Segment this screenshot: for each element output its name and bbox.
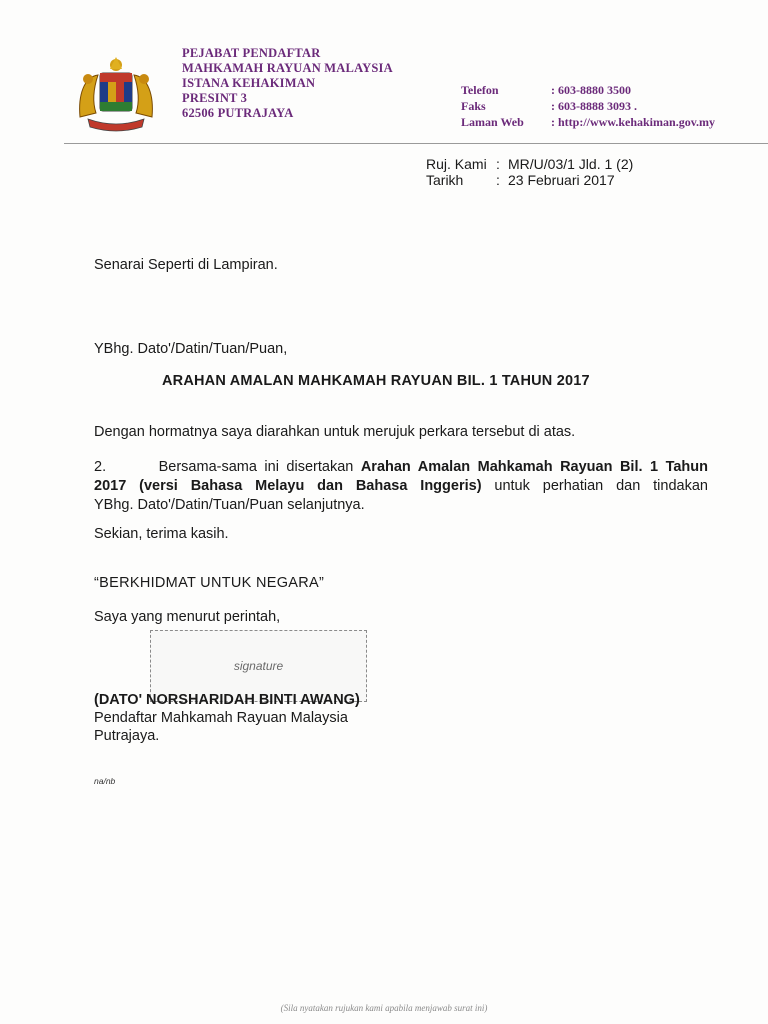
- date-separator: :: [496, 172, 500, 188]
- paragraph-2-line-2: [94, 477, 708, 496]
- contact-label: Faks: [461, 99, 486, 113]
- office-line: 62506 PUTRAJAYA: [182, 106, 294, 120]
- date-row: [426, 172, 633, 188]
- footer-note: (Sila nyatakan rujukan kami apabila menjawab surat ini): [280, 1003, 488, 1013]
- reference-value: MR/U/03/1 Jld. 1 (2): [508, 156, 634, 172]
- office-line: MAHKAMAH RAYUAN MALAYSIA: [182, 61, 393, 75]
- reference-block: [426, 156, 633, 188]
- office-line: ISTANA KEHAKIMAN: [182, 76, 316, 90]
- reference-label: Ruj. Kami: [426, 156, 487, 172]
- reference-separator: :: [496, 156, 500, 172]
- letterhead-office: [182, 46, 393, 121]
- reference-row: [426, 156, 633, 172]
- contact-website: [461, 114, 715, 130]
- paragraph-2: [94, 458, 708, 515]
- closing-line: Sekian, terima kasih.: [94, 526, 229, 542]
- salutation: YBhg. Dato'/Datin/Tuan/Puan,: [94, 341, 288, 357]
- letterhead-divider: [64, 143, 768, 144]
- paragraph-2-bold-2: 2017 (versi Bahasa Melayu dan Bahasa Inggeris): [94, 478, 482, 494]
- office-line: PRESINT 3: [182, 91, 248, 105]
- paragraph-2-line-3: YBhg. Dato'/Datin/Tuan/Puan selanjutnya.: [94, 497, 365, 513]
- contact-label: Telefon: [461, 83, 499, 97]
- paragraph-2-rest: untuk perhatian dan tindakan: [481, 478, 708, 494]
- paragraph-2-line-1: [94, 458, 708, 477]
- recipient-line: Senarai Seperti di Lampiran.: [94, 257, 278, 273]
- contact-fax: [461, 98, 715, 114]
- date-value: 23 Februari 2017: [508, 172, 615, 188]
- motto: “BERKHIDMAT UNTUK NEGARA”: [94, 575, 325, 591]
- signatory-title: Pendaftar Mahkamah Rayuan Malaysia: [94, 710, 348, 726]
- contact-value: : 603-8880 3500: [551, 83, 631, 97]
- paragraph-2-bold-1: Arahan Amalan Mahkamah Rayuan Bil. 1 Tahun: [360, 459, 708, 475]
- contact-value: : http://www.kehakiman.gov.my: [551, 115, 716, 129]
- contact-phone: [461, 82, 715, 98]
- typist-initials: na/nb: [94, 776, 116, 786]
- coat-of-arms-logo: [70, 55, 162, 135]
- paragraph-2-intro: Bersama-sama ini disertakan: [158, 459, 361, 475]
- signature-placeholder-label: signature: [233, 659, 284, 673]
- paragraph-number: 2.: [94, 459, 107, 475]
- paragraph-1: Dengan hormatnya saya diarahkan untuk merujuk perkara tersebut di atas.: [94, 424, 576, 440]
- contact-value: : 603-8888 3093 .: [551, 99, 637, 113]
- date-label: Tarikh: [426, 172, 464, 188]
- office-line: PEJABAT PENDAFTAR: [182, 46, 321, 60]
- letterhead-contacts: [461, 82, 715, 130]
- sign-off: Saya yang menurut perintah,: [94, 609, 281, 625]
- contact-label: Laman Web: [461, 115, 524, 129]
- signatory-place: Putrajaya.: [94, 728, 160, 744]
- subject-heading: ARAHAN AMALAN MAHKAMAH RAYUAN BIL. 1 TAHUN 2017: [162, 373, 590, 389]
- signatory-name: (DATO' NORSHARIDAH BINTI AWANG): [94, 692, 360, 708]
